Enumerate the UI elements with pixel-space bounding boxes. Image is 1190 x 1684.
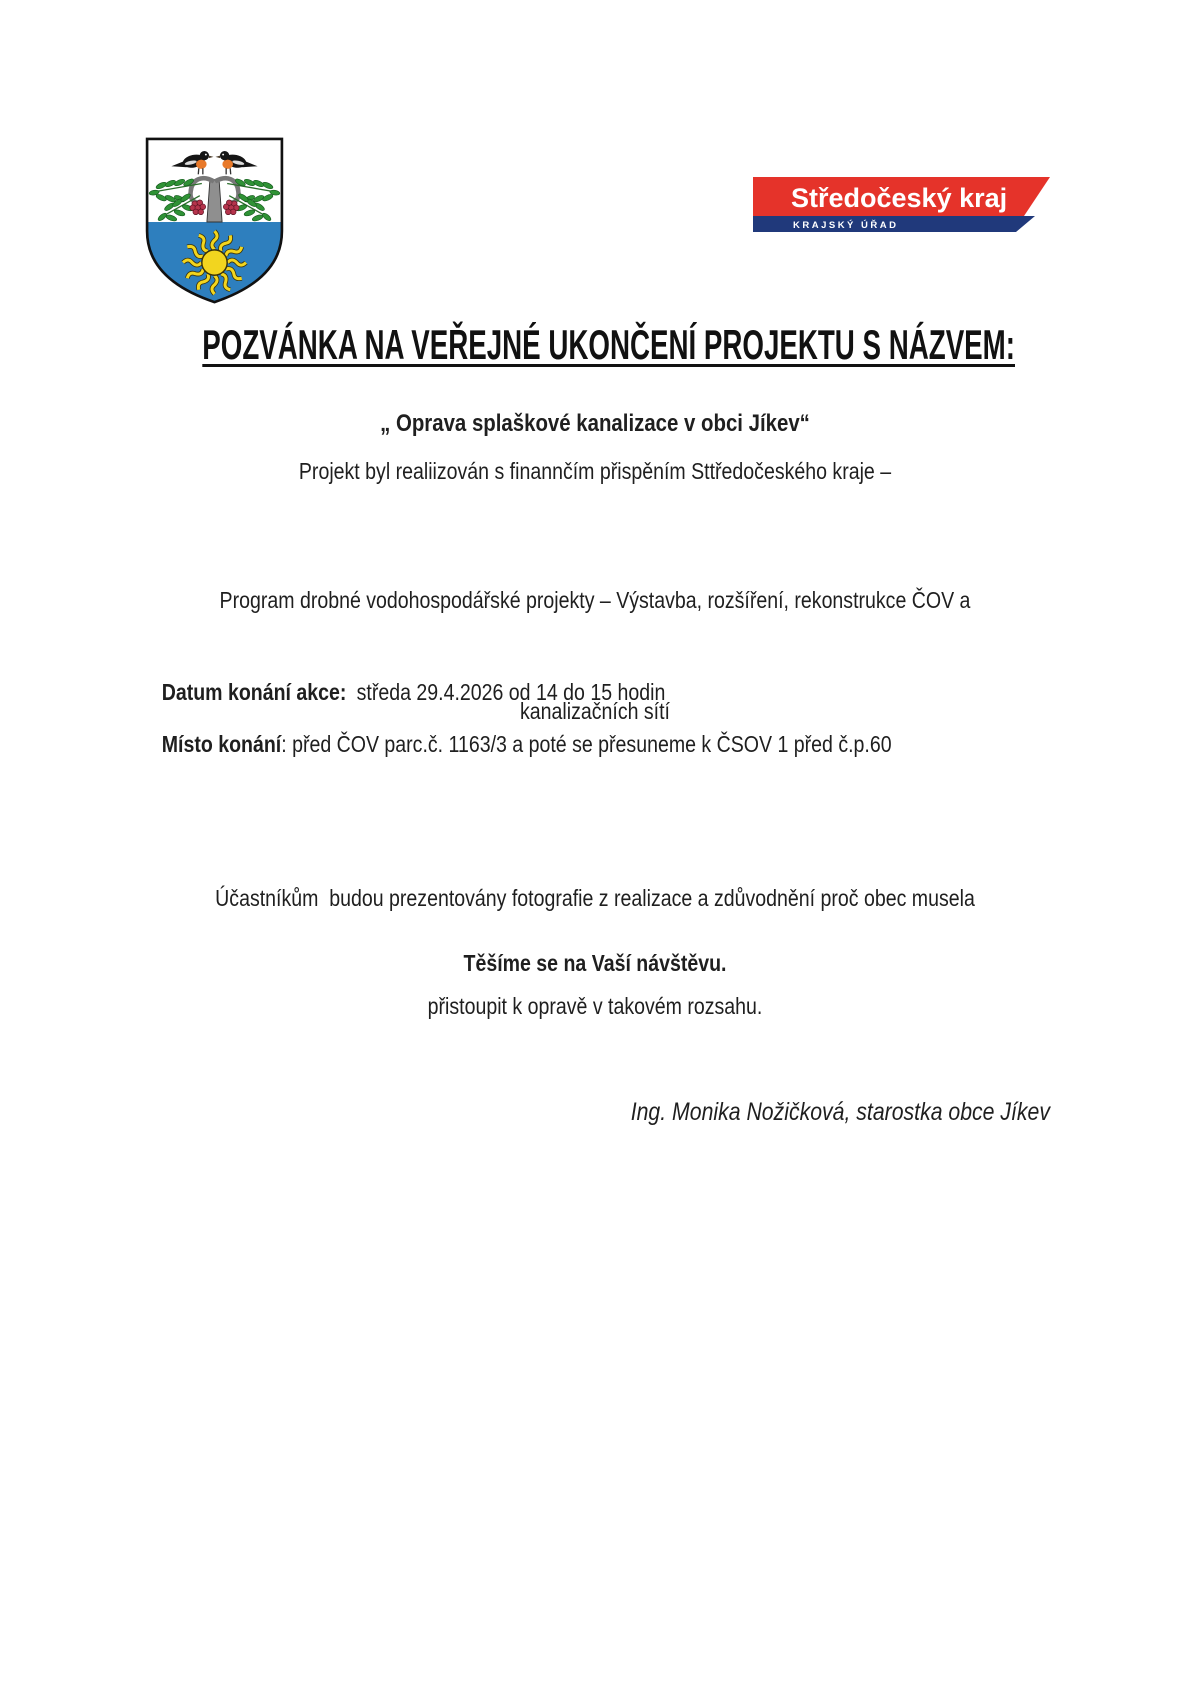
program-line-1: Program drobné vodohospodářské projekty – Výstavba, rozšíření, rekonstrukce ČOV a	[219, 587, 971, 613]
logo-region-name: Středočeský kraj	[791, 183, 1008, 213]
participants-line-1: Účastníkům budou prezentovány fotografie z realizace a zdůvodnění proč obec musela	[215, 885, 975, 911]
program-line-2: kanalizačních sítí	[520, 698, 670, 724]
event-place-value: : před ČOV parc.č. 1163/3 a poté se přesuneme k ČSOV 1 před č.p.60	[281, 731, 892, 757]
event-place-label: Místo konání	[161, 731, 282, 757]
participants-line-2: přistoupit k opravě v takovém rozsahu.	[427, 993, 763, 1019]
signature-line: Ing. Monika Nožičková, starostka obce Jíkev	[630, 1098, 1050, 1126]
municipal-coat-of-arms-jikev	[141, 134, 288, 308]
logo-office-subtitle: KRAJSKÝ ÚŘAD	[793, 220, 899, 231]
page-title: POZVÁNKA NA VEŘEJNÉ UKONČENÍ PROJEKTU S NÁZVEM:	[202, 321, 1015, 368]
closing-line: Těšíme se na Vaší návštěvu.	[463, 950, 727, 976]
event-place-line	[140, 704, 931, 785]
project-name-subtitle: „ Oprava splaškové kanalizace v obci Jíkev“	[380, 410, 810, 437]
funding-line: Projekt byl realiizován s finannčím přispěním Sttředočeského kraje –	[298, 458, 892, 484]
event-date-label: Datum konání akce:	[161, 679, 347, 705]
stredocesky-kraj-logo	[753, 177, 1055, 233]
event-date-value: středa 29.4.2026 od 14 do 15 hodin	[356, 679, 666, 705]
tree-trunk	[207, 179, 222, 222]
